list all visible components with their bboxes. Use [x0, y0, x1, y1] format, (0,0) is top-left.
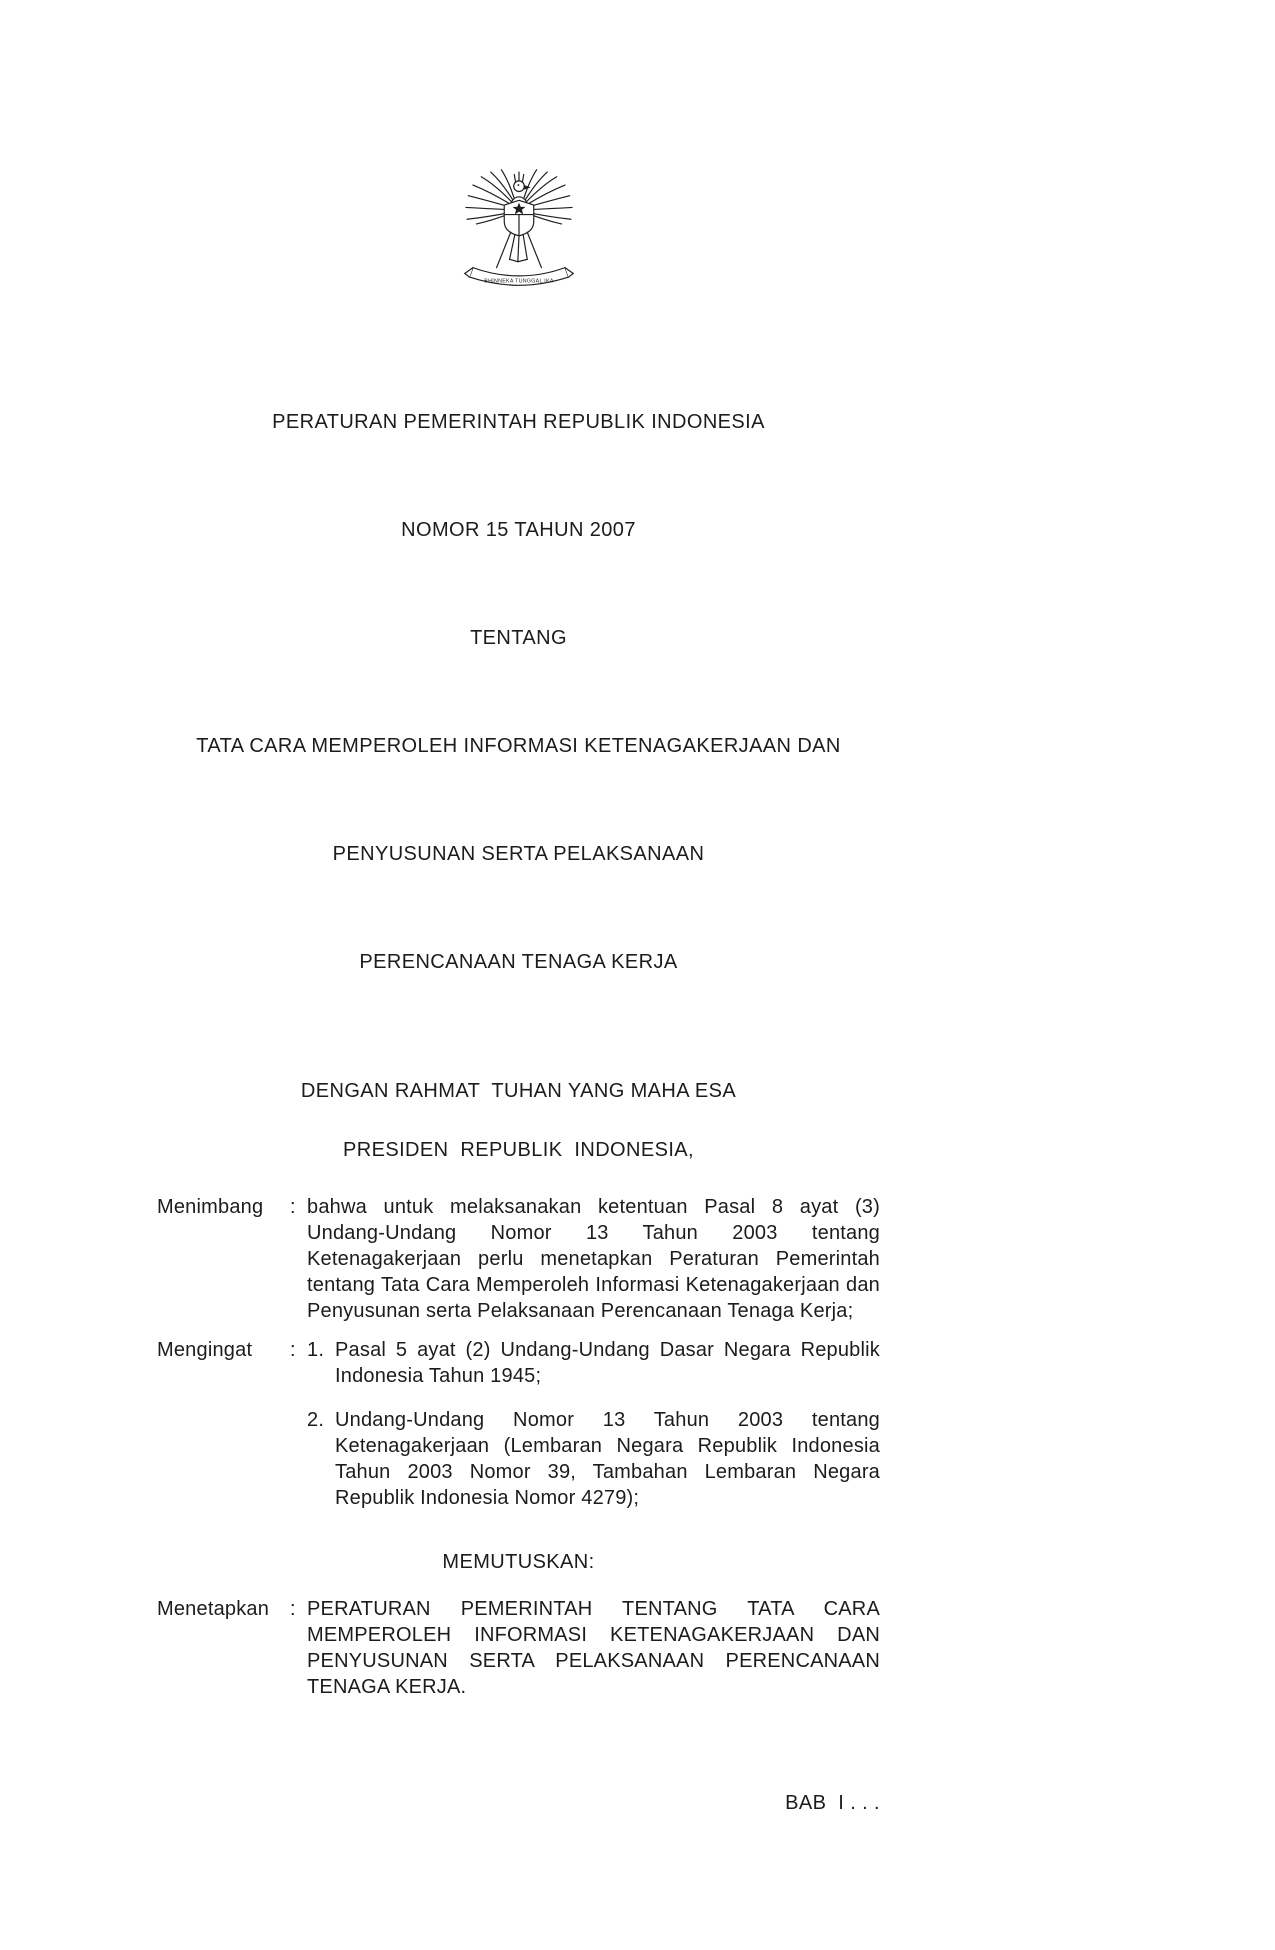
shield-icon [504, 200, 534, 235]
title-line-5: PENYUSUNAN SERTA PELAKSANAAN [332, 843, 705, 865]
menetapkan-colon: : [290, 1598, 296, 1620]
motto-text: BHINNEKA TUNGGAL IKA [483, 278, 554, 285]
issuer-line: PRESIDEN REPUBLIK INDONESIA, [343, 1139, 694, 1161]
menimbang-text: bahwa untuk melaksanakan ketentuan Pasal 8 ayat (3) Undang-Undang Nomor 13 Tahun 2003 tentang Ketenagakerjaan perlu menetapkan Peraturan Pemerintah tentang Tata Cara Memperoleh Informasi Ketenagakerjaan dan Penyusunan serta Pelaksanaan Perencanaan Tenaga Kerja; [307, 1196, 880, 1322]
menimbang-section [157, 1194, 880, 1324]
mengingat-item-1-number: 1. [307, 1339, 325, 1361]
tail-feathers-icon [509, 235, 527, 262]
title-line-6: PERENCANAAN TENAGA KERJA [359, 951, 678, 973]
menimbang-colon: : [290, 1196, 296, 1218]
mengingat-colon: : [290, 1339, 296, 1361]
mengingat-item-2 [307, 1407, 880, 1511]
garuda-eagle-icon [460, 166, 578, 302]
title-line-1: PERATURAN PEMERINTAH REPUBLIK INDONESIA [272, 411, 765, 433]
mengingat-item-1 [307, 1337, 880, 1389]
menetapkan-section [157, 1596, 880, 1700]
menetapkan-text: PERATURAN PEMERINTAH TENTANG TATA CARA MEMPEROLEH INFORMASI KETENAGAKERJAAN DAN PENYUSUNAN SERTA PELAKSANAAN PERENCANAAN TENAGA KERJA. [307, 1598, 880, 1698]
decision-heading: MEMUTUSKAN: [442, 1551, 595, 1573]
motto-banner-icon [464, 268, 573, 286]
menetapkan-label: Menetapkan [157, 1598, 270, 1620]
mengingat-items [307, 1337, 880, 1511]
blessing-line: DENGAN RAHMAT TUHAN YANG MAHA ESA [300, 1080, 737, 1102]
crest-icon [514, 172, 523, 181]
mengingat-item-2-number: 2. [307, 1409, 325, 1431]
mengingat-section [157, 1337, 880, 1511]
menimbang-label: Menimbang [157, 1196, 264, 1218]
document-content [157, 0, 880, 1815]
title-block [157, 332, 880, 1052]
page-continuation-marker: BAB I . . . [785, 1792, 880, 1814]
garuda-pancasila-emblem [157, 166, 880, 302]
title-line-3: TENTANG [470, 627, 567, 649]
mengingat-item-2-text: Undang-Undang Nomor 13 Tahun 2003 tentang Ketenagakerjaan (Lembaran Negara Republik Indonesia Tahun 2003 Nomor 39, Tambahan Lembaran Negara Republik Indonesia Nomor 4279); [335, 1409, 880, 1509]
title-line-4: TATA CARA MEMPEROLEH INFORMASI KETENAGAKERJAAN DAN [196, 735, 841, 757]
mengingat-label: Mengingat [157, 1339, 253, 1361]
title-line-2: NOMOR 15 TAHUN 2007 [401, 519, 636, 541]
mengingat-item-1-text: Pasal 5 ayat (2) Undang-Undang Dasar Negara Republik Indonesia Tahun 1945; [335, 1339, 880, 1387]
